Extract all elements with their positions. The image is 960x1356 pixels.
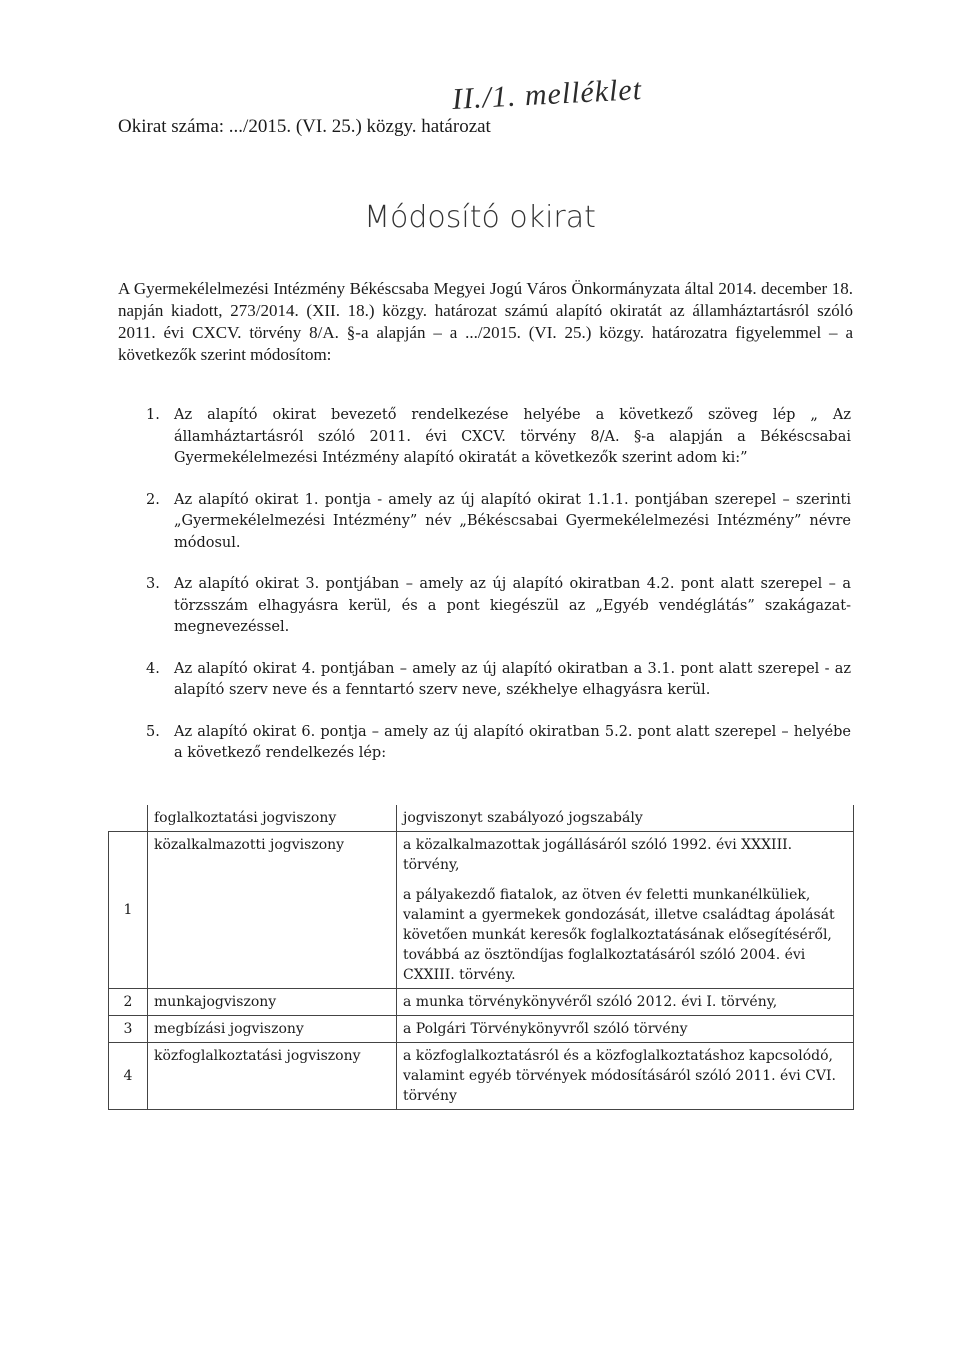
item-text: Az alapító okirat 6. pontja – amely az új alapító okiratban 5.2. pont alatt szerepel – helyébe a következő rendelkezés lép: [174,723,851,761]
item-text: Az alapító okirat 3. pontjában – amely az új alapító okiratban 4.2. pont alatt szerepel – a törzsszám elhagyásra kerül, és a pont kiegészül az „Egyéb vendéglátás” szakágazat-megnevezéssel. [174,576,851,635]
item-number: 3. [146,576,160,592]
law-text: a közalkalmazottak jogállásáról szóló 1992. évi XXXIII. törvény, [403,837,793,873]
item-number: 4. [146,660,160,677]
amendment-item-5 [146,722,851,765]
intro-paragraph: A Gyermekélelmezési Intézmény Békéscsaba Megyei Jogú Város Önkormányzata által 2014. december 18. napján kiadott, 273/2014. (XII. 18.) közgy. határozat számú alapító okiratát az államháztartásról szóló 2011. évi CXCV. törvény 8/A. §-a alapján – a .../2015. (VI. 25.) közgy. határozatra figyelemmel – a következők szerint módosítom: [118,279,853,364]
amendment-item-3 [146,574,851,639]
document-number: Okirat száma: .../2015. (VI. 25.) közgy. határozat [118,116,491,137]
amendment-item-4 [146,659,851,702]
regulating-law: a közfoglalkoztatásról és a közfoglalkoztatáshoz kapcsolódó, valamint egyéb törvények módosításáról szóló 2011. évi CVI. törvény [397,1043,854,1110]
employment-law-table [108,805,854,1110]
amendment-item-1 [146,405,851,470]
handwritten-annex-note: II./1. melléklet [451,73,643,116]
row-index: 3 [109,1016,148,1043]
regulating-law: a Polgári Törvénykönyvről szóló törvény [397,1016,854,1043]
employment-type: munkajogviszony [148,989,397,1016]
employment-type: megbízási jogviszony [148,1016,397,1043]
item-number: 1. [146,407,160,423]
table-row [109,832,854,989]
employment-type: közfoglalkoztatási jogviszony [148,1043,397,1110]
employment-type: közalkalmazotti jogviszony [148,832,397,989]
header-regulating-law: jogviszonyt szabályozó jogszabály [397,805,854,832]
item-number: 2. [146,491,160,508]
regulating-law [397,832,854,989]
header-index-cell [109,805,148,832]
item-text: Az alapító okirat 4. pontjában – amely az új alapító okiratban a 3.1. pont alatt szerepel - az alapító szerv neve és a fenntartó szerv neve, székhelye elhagyásra kerül. [174,660,851,698]
regulating-law: a munka törvénykönyvéről szóló 2012. évi I. törvény, [397,989,854,1016]
law-text: a pályakezdő fiatalok, az ötven év feletti munkanélküliek, valamint a gyermekek gondozását, illetve családtag ápolását követően munkát keresők foglalkoztatásának elősegítéséről, továbbá az ösztöndíjas foglalkoztatásáról szóló 2004. évi CXXIII. törvény. [403,887,835,983]
amendment-item-2 [146,490,851,555]
amendment-list [146,405,851,785]
row-index: 4 [109,1043,148,1110]
table-header-row [109,805,854,832]
header-employment-type: foglalkoztatási jogviszony [148,805,397,832]
row-index: 2 [109,989,148,1016]
item-number: 5. [146,723,160,740]
row-index: 1 [109,832,148,989]
item-text: Az alapító okirat 1. pontja - amely az új alapító okirat 1.1.1. pontjában szerepel – szerinti „Gyermekélelmezési Intézmény” név „Békéscsabai Gyermekélelmezési Intézmény” névre módosul. [174,491,851,551]
table-row [109,1016,854,1043]
table-row [109,989,854,1016]
table-row [109,1043,854,1110]
page-title: Módosító okirat [364,200,596,235]
item-text: Az alapító okirat bevezető rendelkezése helyébe a következő szöveg lép „ Az államháztartásról szóló 2011. évi CXCV. törvény 8/A. §-a alapján a Békéscsabai Gyermekélelmezési Intézmény alapító okiratát a következők szerint adom ki:” [174,407,851,466]
